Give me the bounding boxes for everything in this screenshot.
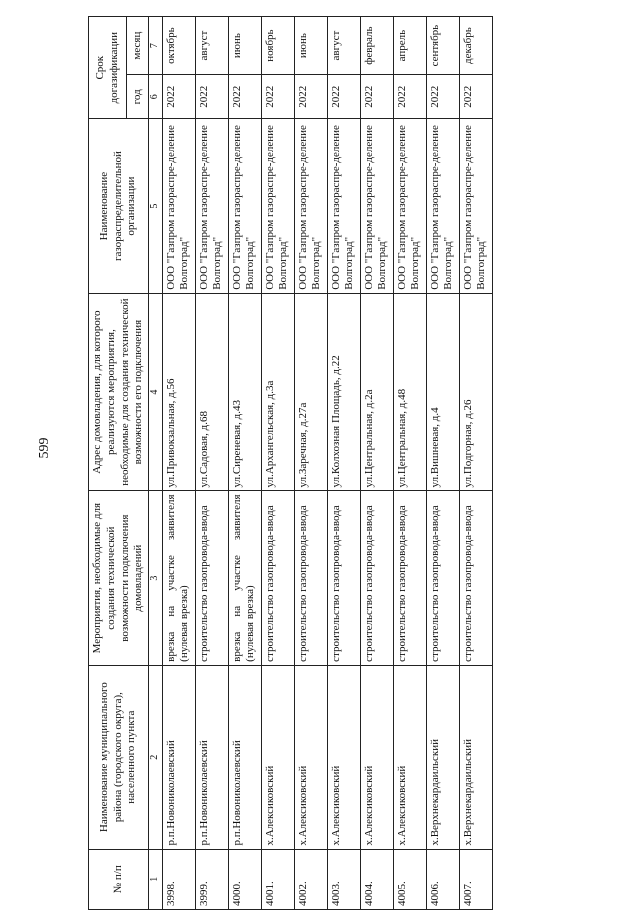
row-district: х.Алексиковский — [327, 665, 360, 849]
row-month: август — [327, 17, 360, 75]
row-org: ООО "Газпром газораспре-деление Волгоград" — [228, 119, 261, 293]
row-org: ООО "Газпром газораспре-деление Волгоград" — [294, 119, 327, 293]
row-address: ул.Сиреневая, д.43 — [228, 293, 261, 491]
row-number: 3999. — [195, 849, 228, 909]
row-work: строительство газопровода-ввода — [360, 491, 393, 665]
row-address: ул.Центральная, д.2а — [360, 293, 393, 491]
row-address: ул.Центральная, д.48 — [393, 293, 426, 491]
row-district: х.Алексиковский — [294, 665, 327, 849]
row-number: 4003. — [327, 849, 360, 909]
row-number: 4001. — [261, 849, 294, 909]
row-year: 2022 — [294, 75, 327, 119]
row-address: ул.Колхозная Площадь, д.22 — [327, 293, 360, 491]
table-row — [426, 17, 459, 910]
header-num: № п/п — [89, 849, 149, 909]
column-number: 3 — [149, 491, 163, 665]
header-org: Наименование газораспределительной организации — [89, 119, 149, 293]
row-work: врезка на участке заявителя (нулевая врезка) — [228, 491, 261, 665]
header-address: Адрес домовладения, для которого реализуются мероприятия, необходимые для создания технической возможности его подключения — [89, 293, 149, 491]
table-row — [261, 17, 294, 910]
rotated-table-frame — [88, 16, 614, 910]
row-number: 4002. — [294, 849, 327, 909]
row-org: ООО "Газпром газораспре-деление Волгоград" — [195, 119, 228, 293]
column-number: 1 — [149, 849, 163, 909]
column-number-row — [149, 17, 163, 910]
row-work: строительство газопровода-ввода — [393, 491, 426, 665]
row-month: июнь — [228, 17, 261, 75]
column-number: 6 — [149, 75, 163, 119]
row-work: строительство газопровода-ввода — [294, 491, 327, 665]
row-year: 2022 — [459, 75, 492, 119]
row-org: ООО "Газпром газораспре-деление Волгоград" — [261, 119, 294, 293]
row-year: 2022 — [426, 75, 459, 119]
row-work: врезка на участке заявителя (нулевая врезка) — [162, 491, 195, 665]
table-row — [393, 17, 426, 910]
row-org: ООО "Газпром газораспре-деление Волгоград" — [327, 119, 360, 293]
row-district: р.п.Новониколаевский — [228, 665, 261, 849]
column-number: 7 — [149, 17, 163, 75]
row-district: р.п.Новониколаевский — [162, 665, 195, 849]
row-year: 2022 — [261, 75, 294, 119]
header-term: Срок догазификации — [89, 17, 127, 119]
row-month: июнь — [294, 17, 327, 75]
row-month: ноябрь — [261, 17, 294, 75]
row-year: 2022 — [195, 75, 228, 119]
document-table-container — [88, 16, 614, 910]
row-work: строительство газопровода-ввода — [327, 491, 360, 665]
row-district: х.Верхнекардаильский — [426, 665, 459, 849]
row-year: 2022 — [393, 75, 426, 119]
row-address: ул.Подгорная, д.26 — [459, 293, 492, 491]
row-month: апрель — [393, 17, 426, 75]
row-district: р.п.Новониколаевский — [195, 665, 228, 849]
row-org: ООО "Газпром газораспре-деление Волгоград" — [459, 119, 492, 293]
header-measures: Мероприятия, необходимые для создания технической возможности подключения домовладений — [89, 491, 149, 665]
table-row — [360, 17, 393, 910]
row-district: х.Верхнекардаильский — [459, 665, 492, 849]
row-number: 3998. — [162, 849, 195, 909]
row-month: февраль — [360, 17, 393, 75]
row-district: х.Алексиковский — [360, 665, 393, 849]
row-address: ул.Привокзальная, д.56 — [162, 293, 195, 491]
row-year: 2022 — [327, 75, 360, 119]
row-number: 4000. — [228, 849, 261, 909]
table-row — [162, 17, 195, 910]
header-month: месяц — [127, 17, 149, 75]
row-month: август — [195, 17, 228, 75]
row-address: ул.Архангельская, д.3а — [261, 293, 294, 491]
table-row — [294, 17, 327, 910]
column-number: 4 — [149, 293, 163, 491]
header-year: год — [127, 75, 149, 119]
page-number: 599 — [37, 437, 52, 459]
table-header — [89, 17, 163, 910]
row-work: строительство газопровода-ввода — [195, 491, 228, 665]
row-number: 4006. — [426, 849, 459, 909]
row-work: строительство газопровода-ввода — [459, 491, 492, 665]
row-number: 4005. — [393, 849, 426, 909]
table-row — [228, 17, 261, 910]
table-row — [327, 17, 360, 910]
row-year: 2022 — [360, 75, 393, 119]
row-org: ООО "Газпром газораспре-деление Волгоград" — [393, 119, 426, 293]
row-district: х.Алексиковский — [393, 665, 426, 849]
row-district: х.Алексиковский — [261, 665, 294, 849]
column-number: 2 — [149, 665, 163, 849]
row-work: строительство газопровода-ввода — [426, 491, 459, 665]
row-month: декабрь — [459, 17, 492, 75]
row-address: ул.Заречная, д.27а — [294, 293, 327, 491]
table-row — [195, 17, 228, 910]
row-number: 4004. — [360, 849, 393, 909]
header-district: Наименование муниципального района (городского округа), населенного пункта — [89, 665, 149, 849]
column-number: 5 — [149, 119, 163, 293]
row-org: ООО "Газпром газораспре-деление Волгоград" — [162, 119, 195, 293]
row-month: сентябрь — [426, 17, 459, 75]
row-org: ООО "Газпром газораспре-деление Волгоград" — [360, 119, 393, 293]
row-address: ул.Вишневая, д.4 — [426, 293, 459, 491]
row-month: октябрь — [162, 17, 195, 75]
table-row — [459, 17, 492, 910]
gasification-table — [88, 16, 493, 910]
row-number: 4007. — [459, 849, 492, 909]
row-year: 2022 — [228, 75, 261, 119]
row-address: ул.Садовая, д.68 — [195, 293, 228, 491]
row-org: ООО "Газпром газораспре-деление Волгоград" — [426, 119, 459, 293]
row-year: 2022 — [162, 75, 195, 119]
table-body — [162, 17, 492, 910]
row-work: строительство газопровода-ввода — [261, 491, 294, 665]
